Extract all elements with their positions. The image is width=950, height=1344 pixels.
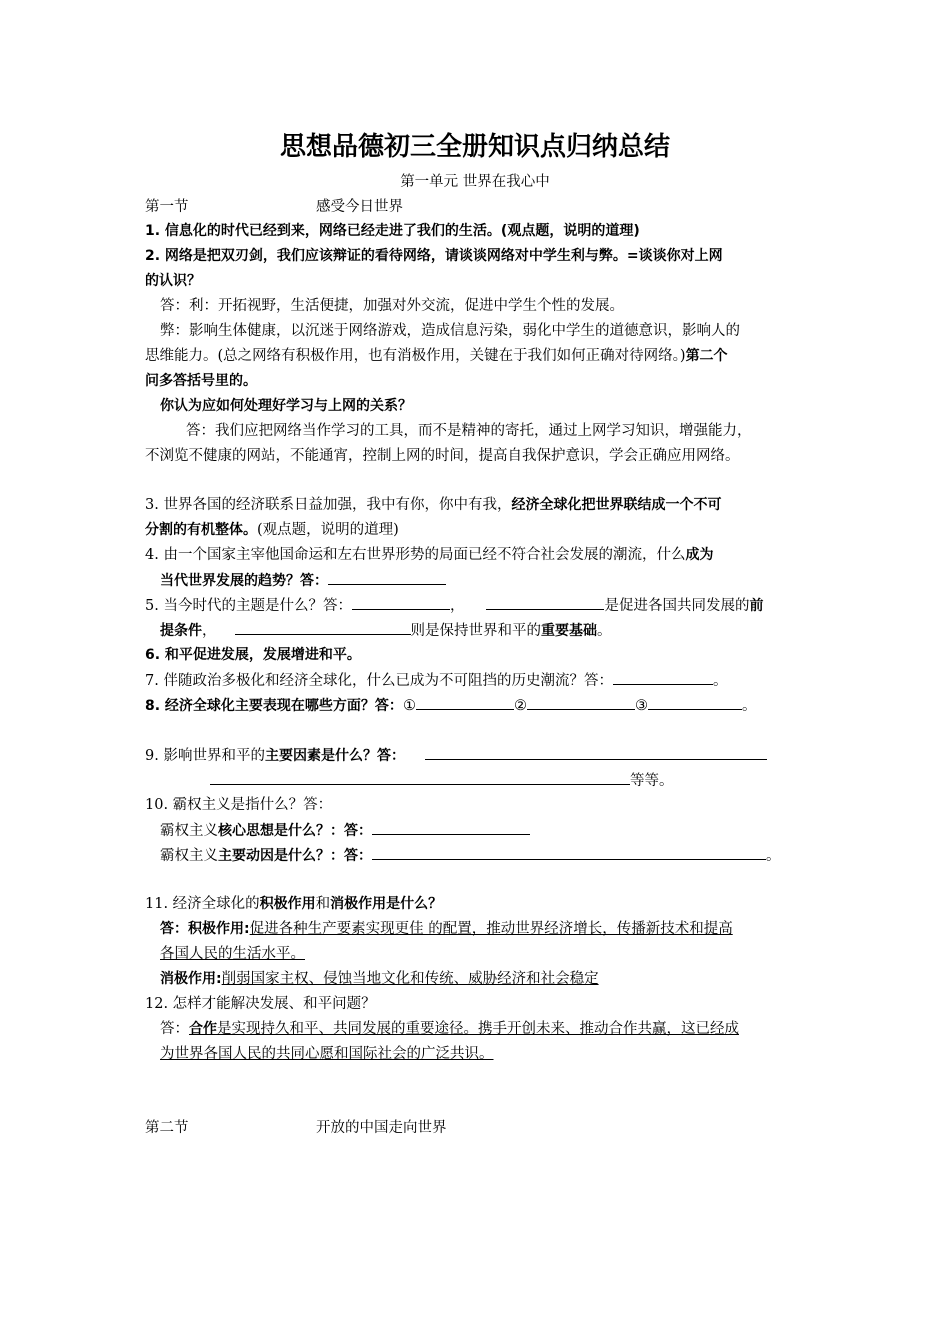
q9-bold: 主要因素是什么？答： <box>264 748 405 764</box>
q4-line2-bold: 当代世界发展的趋势？答： <box>160 573 328 589</box>
q11-neg-label: 消极作用: <box>160 971 222 987</box>
unit-heading: 第一单元 世界在我心中 <box>400 174 550 190</box>
q4-answer-blank[interactable] <box>328 570 446 585</box>
q4-line1-plain: 4. 由一个国家主宰他国命运和左右世界形势的局面已经不符合社会发展的潮流，什么 <box>145 547 686 563</box>
q8-end: 。 <box>741 698 757 714</box>
q10-l3-bold: 主要动因是什么？：答： <box>218 848 372 864</box>
q10-l2-plain: 霸权主义 <box>160 823 218 839</box>
q12-ans-plain: 答： <box>160 1021 189 1037</box>
q5-line2-bold-b: 重要基础 <box>541 623 597 639</box>
q9-blank1[interactable] <box>425 745 767 760</box>
q10-line3 <box>160 845 781 866</box>
q4-line1-bold: 成为 <box>685 547 714 563</box>
q9-plain: 9. 影响世界和平的 <box>145 748 265 764</box>
q10-blank2[interactable] <box>372 845 766 860</box>
q5-line1-c: 是促进各国共同发展的 <box>604 598 750 614</box>
q11-ans-label: 答：积极作用: <box>160 921 250 937</box>
q3-line2 <box>145 520 399 540</box>
q3-line2-bold: 分割的有机整体。 <box>145 522 257 538</box>
q8-mark2: ② <box>513 698 527 714</box>
q2-answer-con1: 弊：影响生体健康，以沉迷于网络游戏，造成信息污染，弱化中学生的道德意识，影响人的 <box>160 323 740 339</box>
q1: 1. 信息化的时代已经到来，网络已经走进了我们的生活。(观点题，说明的道理) <box>145 223 640 239</box>
page-title: 思想品德初三全册知识点归纳总结 <box>279 132 670 162</box>
q3-line1-plain: 3. 世界各国的经济联系日益加强，我中有你，你中有我， <box>145 497 512 513</box>
q10-l3-plain: 霸权主义 <box>160 848 218 864</box>
q12-ans-bold: 合作 <box>189 1021 217 1037</box>
q5-line2-b: 则是保持世界和平的 <box>410 623 541 639</box>
q8-blank3[interactable] <box>648 695 742 710</box>
q4-line2 <box>160 570 446 591</box>
q6: 6. 和平促进发展，发展增进和平。 <box>145 647 361 663</box>
q7-blank[interactable] <box>613 670 713 685</box>
q10-l2-bold: 核心思想是什么？：答： <box>218 823 372 839</box>
q3-line2-plain: (观点题，说明的道理) <box>257 522 399 538</box>
q11-line1 <box>145 894 442 914</box>
q8-blank1[interactable] <box>416 695 514 710</box>
q11-b1: 积极作用 <box>259 896 316 912</box>
q8-blank2[interactable] <box>527 695 635 710</box>
q5-line1-b: ， <box>449 598 465 614</box>
q12-answer1 <box>160 1019 739 1039</box>
q7 <box>145 670 727 691</box>
q5-line1 <box>145 595 763 616</box>
q12-line1: 12. 怎样才能解决发展、和平问题？ <box>145 996 376 1012</box>
q5-line2-c: 。 <box>597 623 612 639</box>
q2-line1: 2. 网络是把双刃剑，我们应该辩证的看待网络，请谈谈网络对中学生利与弊。=谈谈你对上网 <box>145 248 723 264</box>
q11-neg-text: 削弱国家主权、侵蚀当地文化和传统、威胁经济和社会稳定 <box>221 971 599 987</box>
section2-label: 第二节 <box>145 1120 189 1136</box>
q8-mark1: ① <box>402 698 416 714</box>
q2-sub-answer2: 不浏览不健康的网站，不能通宵，控制上网的时间，提高自我保护意识，学会正确应用网络。 <box>145 448 740 464</box>
q8 <box>145 695 756 716</box>
q10-l3-end: 。 <box>766 848 781 864</box>
q2-answer-con2-bold: 第二个 <box>685 348 728 364</box>
q9-line1 <box>145 745 767 766</box>
q5-line2-bold-a: 提条件 <box>160 623 202 639</box>
q9-end: 等等。 <box>630 773 674 789</box>
q5-line1-a: 5. 当今时代的主题是什么？答： <box>145 598 352 614</box>
q11-ans-pos1: 促进各种生产要素实现更佳 的配置，推动世界经济增长，传播新技术和提高 <box>249 921 733 937</box>
q8-mark3: ③ <box>634 698 648 714</box>
q10-line2 <box>160 820 530 841</box>
q10-blank1[interactable] <box>372 820 530 835</box>
q11-p1: 11. 经济全球化的 <box>145 896 260 912</box>
q11-p2: 和 <box>315 896 331 912</box>
section1-name: 感受今日世界 <box>316 199 403 215</box>
section2-name: 开放的中国走向世界 <box>316 1120 447 1136</box>
q10-line1: 10. 霸权主义是指什么？答： <box>145 797 333 813</box>
q5-blank2[interactable] <box>486 595 604 610</box>
q11-answer-pos2: 各国人民的生活水平。 <box>160 946 305 962</box>
q2-sub-answer1: 答：我们应把网络当作学习的工具，而不是精神的寄托，通过上网学习知识，增强能力， <box>186 423 752 439</box>
q9-blank2[interactable] <box>210 770 630 785</box>
q3-line1 <box>145 495 721 515</box>
section1-label: 第一节 <box>145 199 189 215</box>
q5-blank3[interactable] <box>235 620 411 635</box>
q5-blank1[interactable] <box>352 595 450 610</box>
q11-answer-pos1 <box>160 919 733 939</box>
q3-line1-bold: 经济全球化把世界联结成一个不可 <box>511 497 722 513</box>
q2-answer-con3: 问多答括号里的。 <box>145 373 257 389</box>
q8-text: 8. 经济全球化主要表现在哪些方面？答： <box>145 698 403 714</box>
q11-answer-neg <box>160 969 599 989</box>
q5-line1-bold: 前 <box>749 598 764 614</box>
q7-end: 。 <box>712 673 728 689</box>
q5-line2 <box>160 620 612 641</box>
q2-sub-question: 你认为应如何处理好学习与上网的关系？ <box>160 398 412 414</box>
q2-answer-pro: 答：利：开拓视野，生活便捷，加强对外交流，促进中学生个性的发展。 <box>160 298 624 314</box>
q12-ans-text1: 是实现持久和平、共同发展的重要途径。携手开创未来、推动合作共赢，这已经成 <box>217 1021 739 1037</box>
q11-b2: 消极作用是什么？ <box>330 896 443 912</box>
q2-line2: 的认识？ <box>145 273 201 289</box>
q7-text: 7. 伴随政治多极化和经济全球化，什么已成为不可阻挡的历史潮流？答： <box>145 673 613 689</box>
q5-line2-a: ， <box>202 623 217 639</box>
q12-answer2: 为世界各国人民的共同心愿和国际社会的广泛共识。 <box>160 1046 494 1062</box>
q2-answer-con2 <box>145 346 728 366</box>
q4-line1 <box>145 545 713 565</box>
q9-line2 <box>210 770 674 791</box>
q2-answer-con2-plain: 思维能力。(总之网络有积极作用，也有消极作用，关键在于我们如何正确对待网络。) <box>145 348 686 364</box>
